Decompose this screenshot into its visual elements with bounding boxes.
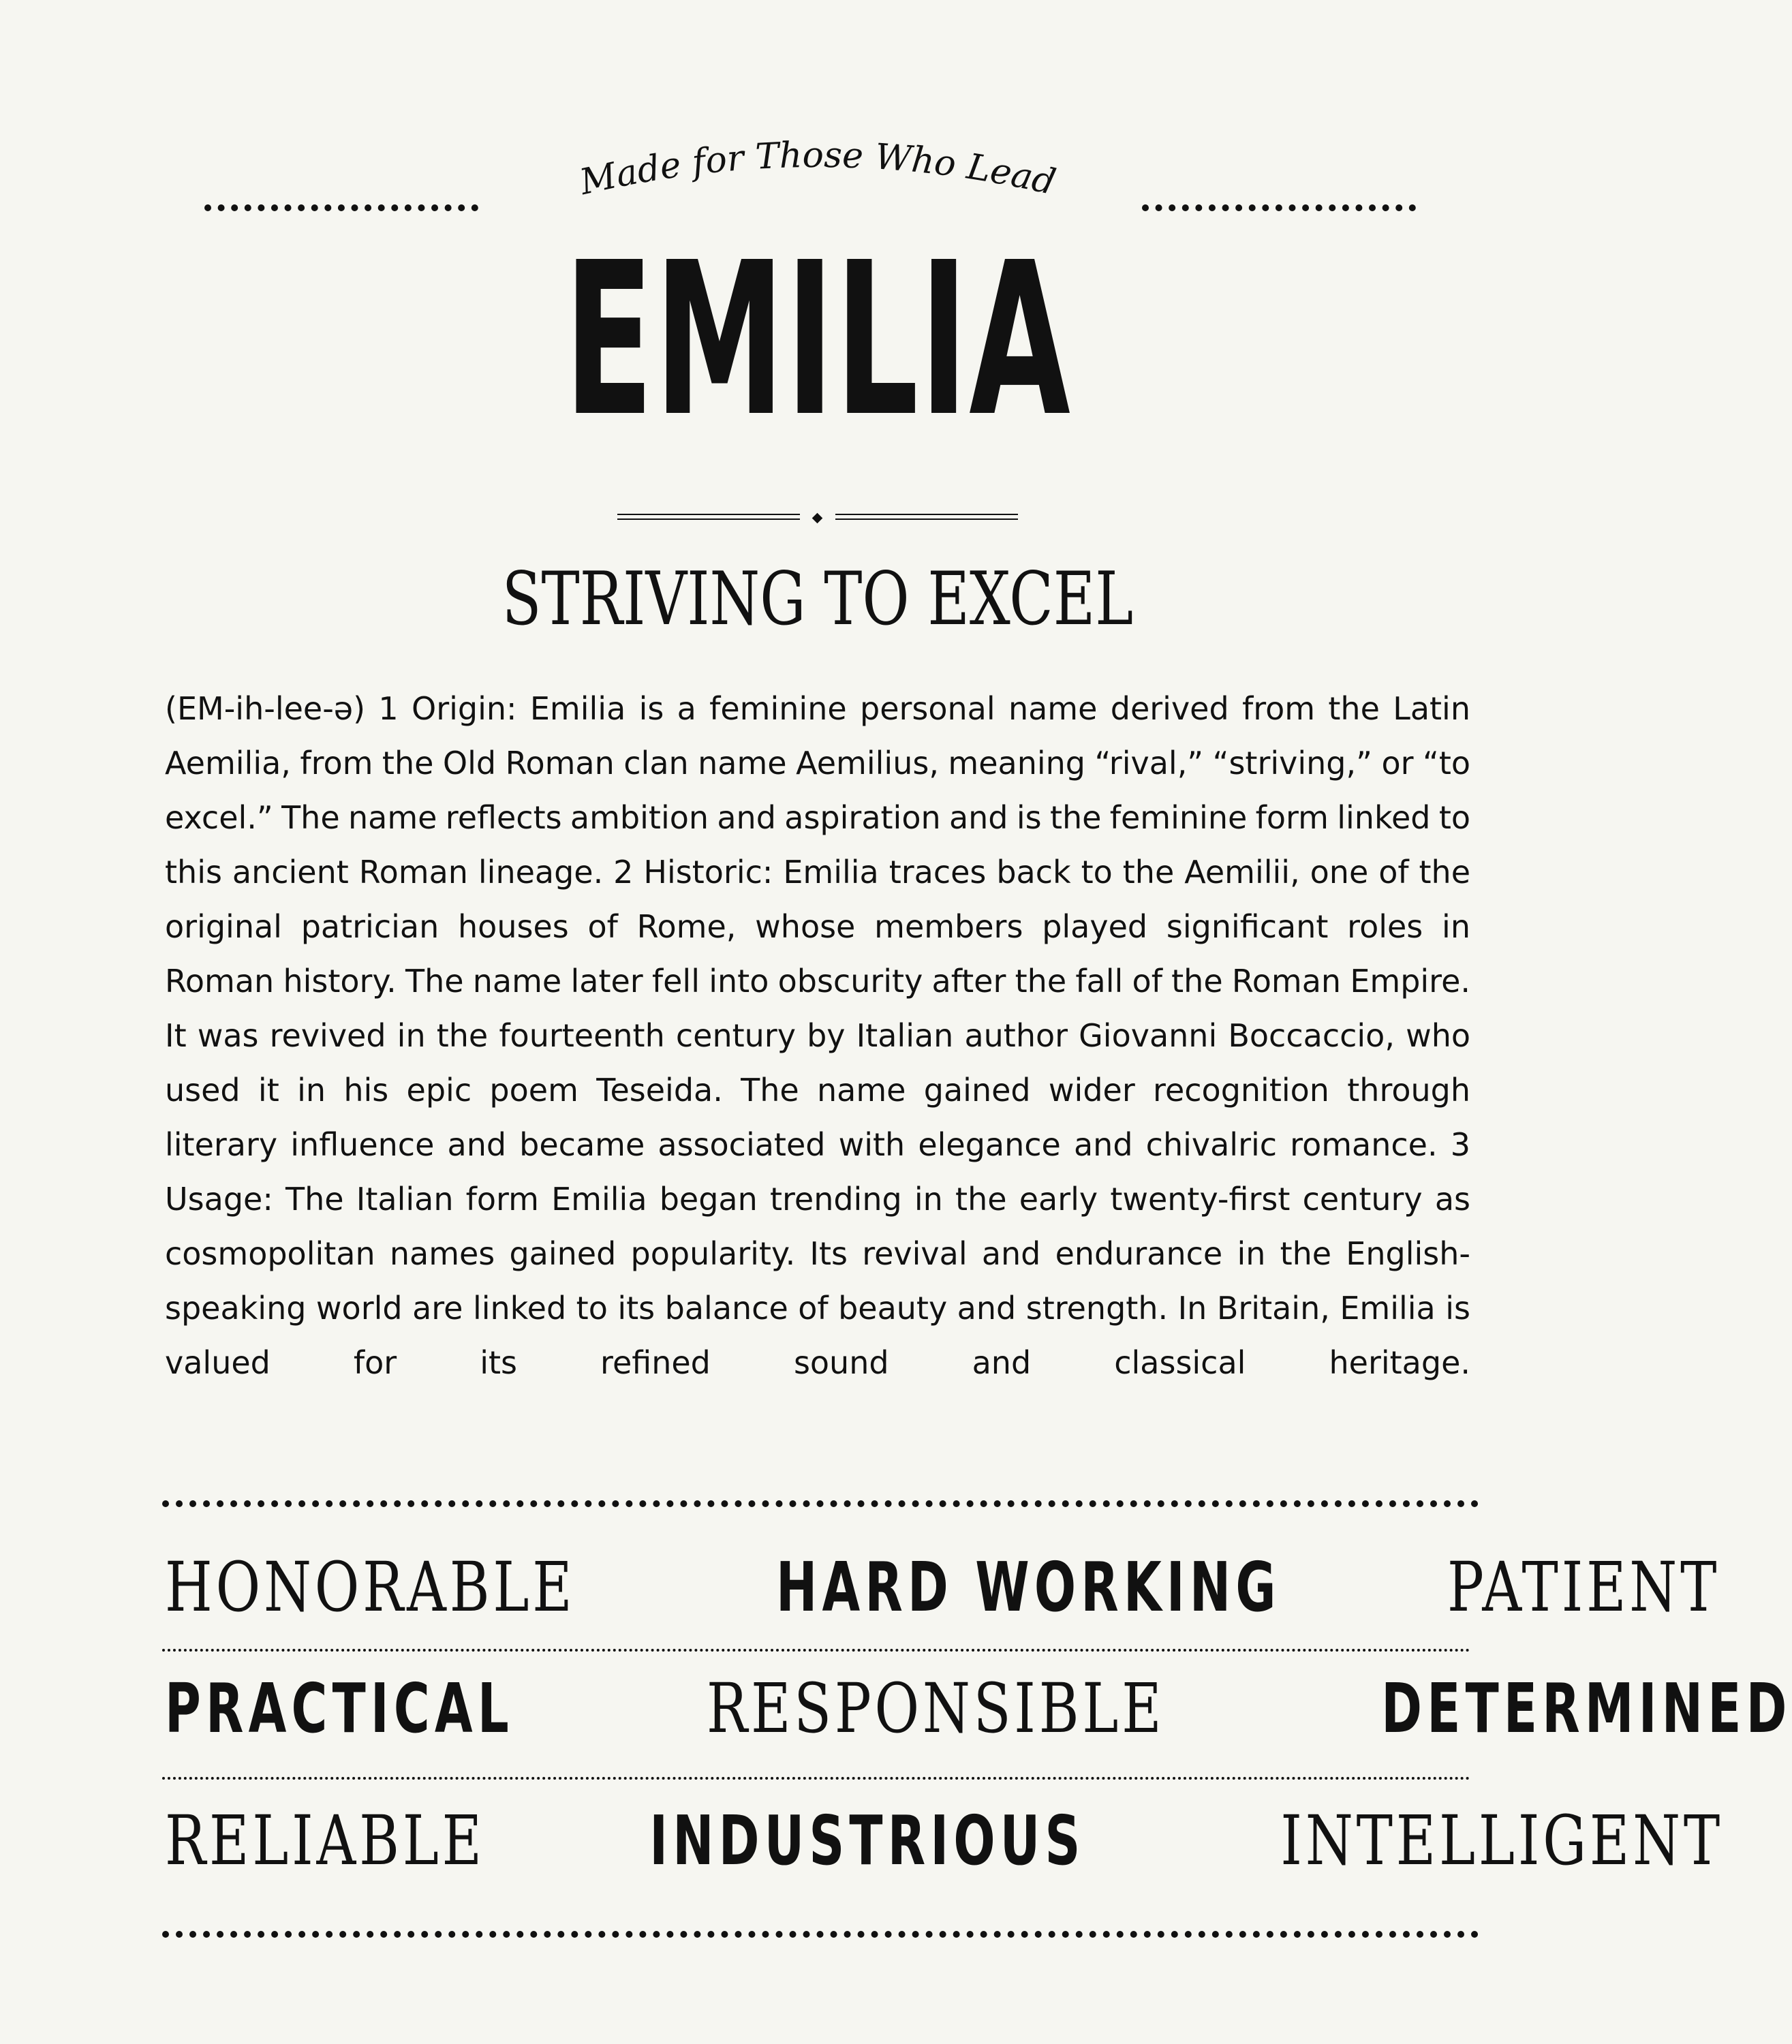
trait-separator-1 <box>162 1649 1470 1652</box>
trait-row-3 <box>165 1800 1724 1882</box>
tagline <box>0 102 1635 232</box>
trait-word: HONORABLE <box>165 1547 576 1627</box>
trait-word: DETERMINED <box>1381 1669 1792 1748</box>
divider-right-line <box>835 514 1018 520</box>
trait-word: HARD WORKING <box>776 1547 1281 1627</box>
name-heading: EMILIA <box>563 217 1072 463</box>
ornamental-divider <box>617 514 1018 523</box>
tagline-text: Made for Those Who Lead <box>576 134 1060 204</box>
trait-row-2 <box>165 1668 1792 1750</box>
trait-word: PATIENT <box>1447 1547 1720 1627</box>
traits-bottom-dotted-rule <box>162 1931 1479 1938</box>
divider-diamond-icon <box>812 513 823 524</box>
divider-left-line <box>617 514 800 520</box>
trait-separator-2 <box>162 1777 1470 1780</box>
trait-row-1 <box>165 1547 1720 1628</box>
trait-word: PRACTICAL <box>165 1669 514 1748</box>
trait-word: INTELLIGENT <box>1280 1801 1724 1880</box>
trait-word: RELIABLE <box>165 1801 485 1880</box>
trait-word: INDUSTRIOUS <box>649 1801 1085 1880</box>
trait-word: RESPONSIBLE <box>707 1669 1165 1748</box>
traits-top-dotted-rule <box>162 1500 1479 1507</box>
name-description: (EM-ih-lee-ə) 1 Origin: Emilia is a feminine personal name derived from the Latin Aemilia, from the Old Roman clan name Aemilius, meaning “rival,” “striving,” or “to excel.” The name reflects ambition and aspiration and is the feminine form linked to this ancient Roman lineage. 2 Historic: Emilia traces back to the Aemilii, one of the original patrician houses of Rome, whose members played significant roles in Roman history. The name later fell into obscurity after the fall of the Roman Empire. It was revived in the fourteenth century by Italian author Giovanni Boccaccio, who used it in his epic poem Teseida. The name gained wider recognition through literary influence and became associated with elegance and chivalric romance. 3 Usage: The Italian form Emilia began trending in the early twenty-first century as cosmopolitan names gained popularity. Its revival and endurance in the English-speaking world are linked to its balance of beauty and strength. In Britain, Emilia is valued for its refined sound and classical heritage. <box>165 690 1470 1381</box>
meaning-subtitle: STRIVING TO EXCEL <box>501 557 1134 642</box>
